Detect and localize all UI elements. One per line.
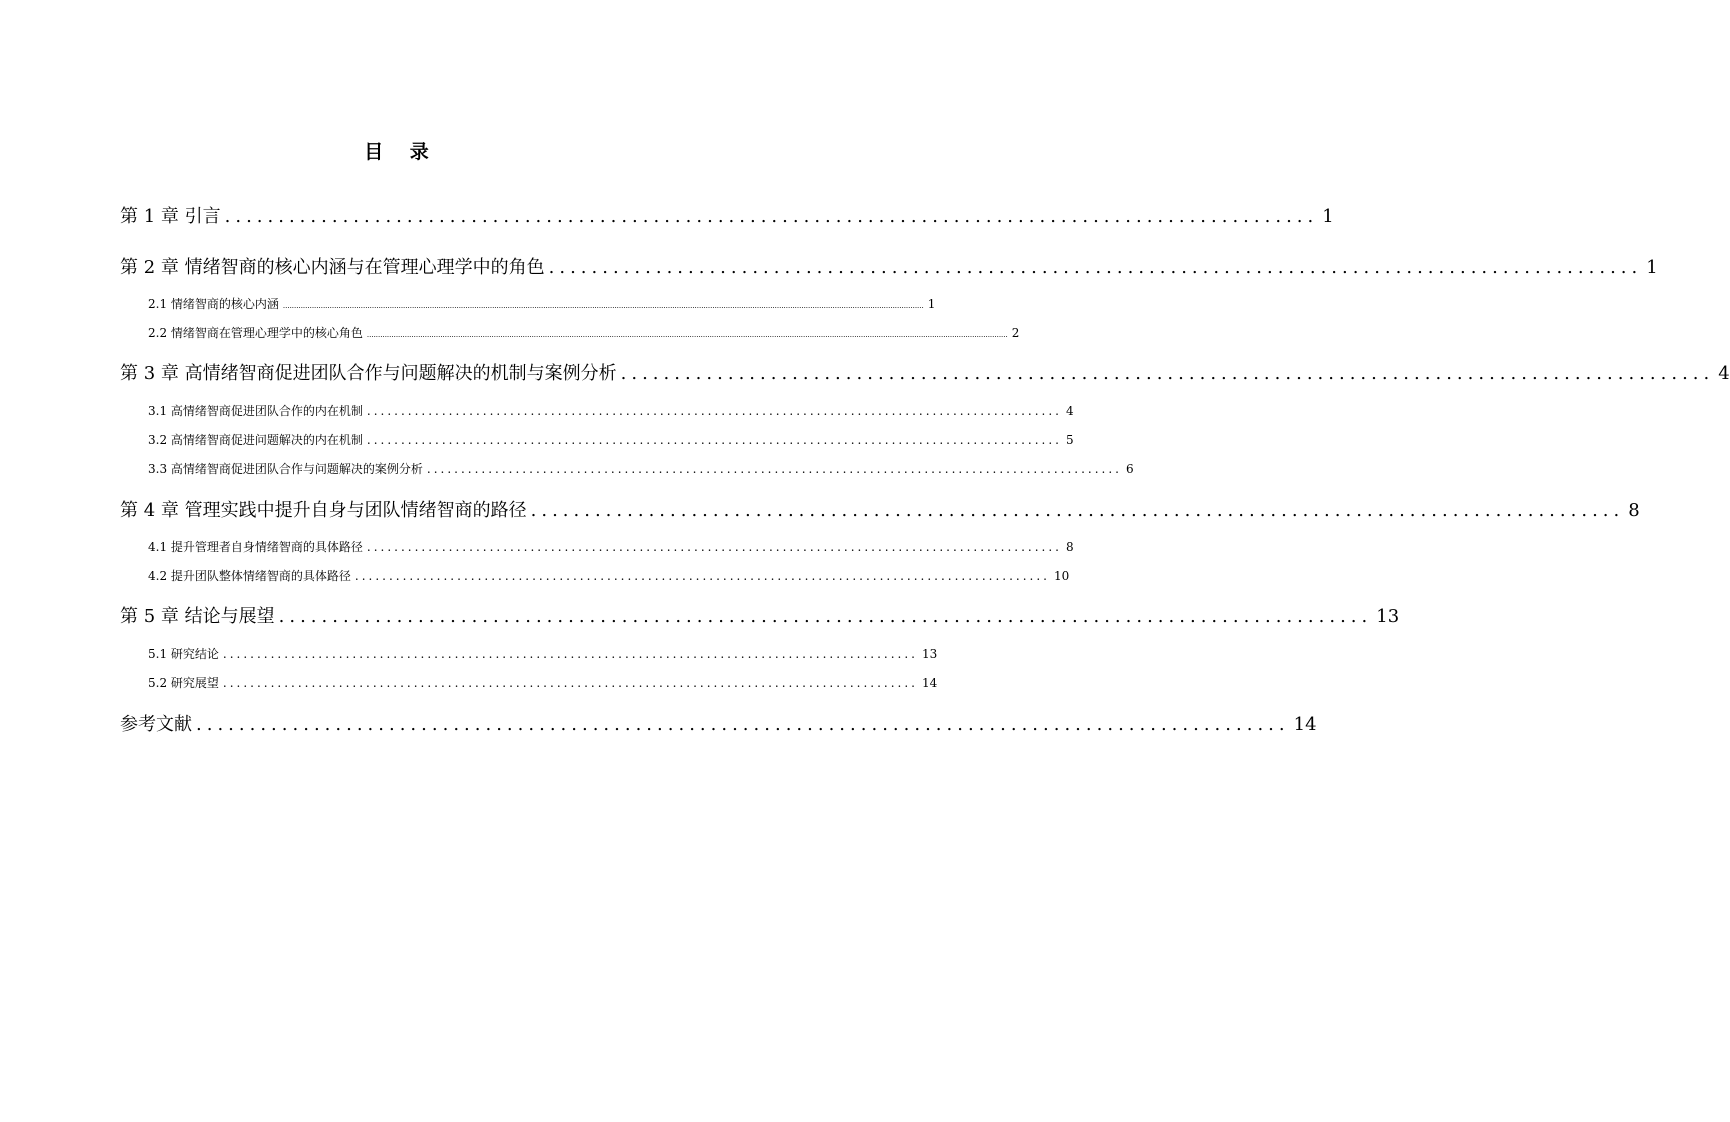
toc-entry-page-number: 8 <box>1065 540 1074 554</box>
dot-leader: ................................................................................................................................................................................................................................................................................................ <box>282 302 924 310</box>
dot-leader: ...................................................................................................... <box>620 363 1715 384</box>
toc-entry-page-number: 2 <box>1011 326 1020 340</box>
toc-entry-section-5-1[interactable] <box>148 645 938 663</box>
toc-entry-section-4-2[interactable] <box>148 567 1070 585</box>
dot-leader: ...................................................................................................... <box>366 433 1062 447</box>
dot-leader: ...................................................................................................... <box>224 206 1319 227</box>
toc-entry-label: 4.1 提升管理者自身情绪智商的具体路径 <box>148 540 363 554</box>
toc-entry-label: 第 5 章 结论与展望 <box>120 606 275 627</box>
dot-leader: ...................................................................................................... <box>366 404 1062 418</box>
toc-entry-page-number: 13 <box>1376 606 1400 627</box>
toc-entry-section-3-1[interactable] <box>148 402 1074 420</box>
toc-entry-page-number: 8 <box>1628 500 1640 521</box>
toc-entry-section-3-3[interactable] <box>148 460 1134 478</box>
toc-entry-label: 3.2 高情绪智商促进问题解决的内在机制 <box>148 433 363 447</box>
toc-entry-chapter-2[interactable] <box>120 253 1658 279</box>
toc-entry-chapter-1[interactable] <box>120 202 1334 228</box>
dot-leader: ...................................................................................................... <box>530 500 1625 521</box>
dot-leader: ...................................................................................................... <box>222 647 918 661</box>
toc-entry-label: 第 2 章 情绪智商的核心内涵与在管理心理学中的角色 <box>120 257 545 278</box>
toc-entry-chapter-5[interactable] <box>120 602 1400 628</box>
dot-leader: ...................................................................................................... <box>196 714 1290 735</box>
toc-entry-label: 第 3 章 高情绪智商促进团队合作与问题解决的机制与案例分析 <box>120 363 617 384</box>
toc-entry-page-number: 14 <box>1293 714 1317 735</box>
toc-entry-label: 3.1 高情绪智商促进团队合作的内在机制 <box>148 404 363 418</box>
toc-entry-chapter-3[interactable] <box>120 359 1730 385</box>
toc-entry-label: 5.1 研究结论 <box>148 647 219 661</box>
toc-entry-page-number: 13 <box>921 647 938 661</box>
dot-leader: ...................................................................................................... <box>548 257 1643 278</box>
toc-title: 目 录 <box>364 141 439 163</box>
toc-entry-section-5-2[interactable] <box>148 674 938 692</box>
toc-entry-page-number: 1 <box>1646 257 1658 278</box>
toc-entry-label: 5.2 研究展望 <box>148 676 219 690</box>
dot-leader: ...................................................................................................... <box>366 540 1062 554</box>
toc-entry-page-number: 4 <box>1065 404 1074 418</box>
dot-leader: ................................................................................................................................................................................................................................................................................................ <box>366 331 1008 339</box>
toc-entry-page-number: 14 <box>921 676 938 690</box>
toc-entry-section-4-1[interactable] <box>148 538 1074 556</box>
toc-entry-label: 3.3 高情绪智商促进团队合作与问题解决的案例分析 <box>148 462 423 476</box>
toc-entry-section-2-1[interactable] <box>148 295 936 313</box>
dot-leader: ...................................................................................................... <box>222 676 918 690</box>
toc-entry-page-number: 6 <box>1125 462 1134 476</box>
toc-entry-label: 参考文献 <box>120 714 192 735</box>
toc-entry-label: 2.2 情绪智商在管理心理学中的核心角色 <box>148 326 363 340</box>
toc-entry-label: 2.1 情绪智商的核心内涵 <box>148 297 279 311</box>
toc-entry-label: 第 4 章 管理实践中提升自身与团队情绪智商的路径 <box>120 500 527 521</box>
dot-leader: ...................................................................................................... <box>278 606 1373 627</box>
toc-entry-page-number: 4 <box>1718 363 1730 384</box>
toc-entry-label: 第 1 章 引言 <box>120 206 221 227</box>
toc-entry-section-2-2[interactable] <box>148 324 1020 342</box>
toc-entry-page-number: 1 <box>927 297 936 311</box>
toc-entry-page-number: 1 <box>1322 206 1334 227</box>
toc-entry-references[interactable] <box>120 710 1317 736</box>
toc-entry-label: 4.2 提升团队整体情绪智商的具体路径 <box>148 569 351 583</box>
toc-entry-chapter-4[interactable] <box>120 496 1640 522</box>
dot-leader: ...................................................................................................... <box>426 462 1122 476</box>
toc-entry-section-3-2[interactable] <box>148 431 1074 449</box>
dot-leader: ...................................................................................................... <box>354 569 1050 583</box>
toc-entry-page-number: 10 <box>1053 569 1070 583</box>
toc-entry-page-number: 5 <box>1065 433 1074 447</box>
